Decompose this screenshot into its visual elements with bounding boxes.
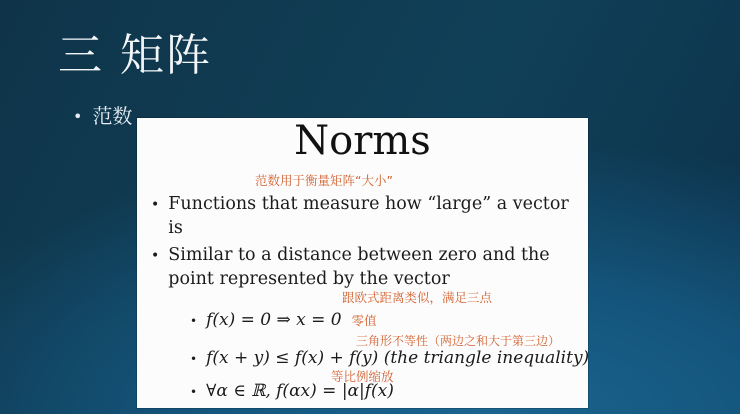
formula-math: f(x + y) ≤ f(x) + f(y) (the triangle inequality) xyxy=(206,348,590,368)
annotation-distance: 跟欧式距离类似，满足三点 xyxy=(342,290,493,305)
slide-bullet-functions xyxy=(151,193,579,240)
bullet-marker: • xyxy=(151,197,160,213)
annotation-triangle-inequality: 三角形不等性（两边之和大于第三边） xyxy=(356,334,561,348)
bullet-marker: • xyxy=(190,385,198,399)
formula-math: ∀α ∈ ℝ, f(αx) = |α|f(x) xyxy=(206,381,394,401)
bullet-marker: • xyxy=(190,314,198,328)
formula-zero-value xyxy=(190,310,377,331)
bullet-marker: • xyxy=(151,248,160,264)
formula-homogeneity xyxy=(190,381,394,402)
page-title: 三 矩阵 xyxy=(58,30,212,81)
annotation-zero-value: 零值 xyxy=(351,313,377,328)
slide-title: Norms xyxy=(294,118,431,164)
formula-math: f(x) = 0 ⇒ x = 0 xyxy=(206,310,342,330)
outer-bullet-label: 范数 xyxy=(92,104,133,128)
bullet-marker: • xyxy=(190,352,198,366)
slide-bullet-text: Similar to a distance between zero and the point represented by the vector xyxy=(168,245,550,289)
slide-bullet-distance xyxy=(151,244,579,291)
formula-triangle-inequality xyxy=(190,348,589,369)
annotation-scaling: 等比例缩放 xyxy=(331,369,394,384)
annotation-measure: 范数用于衡量矩阵“大小” xyxy=(255,173,393,188)
outer-bullet-norms xyxy=(73,104,132,128)
bullet-marker: • xyxy=(73,107,83,126)
embedded-slide-image xyxy=(137,118,588,408)
slide-bullet-text: Functions that measure how “large” a vector is xyxy=(168,194,569,238)
